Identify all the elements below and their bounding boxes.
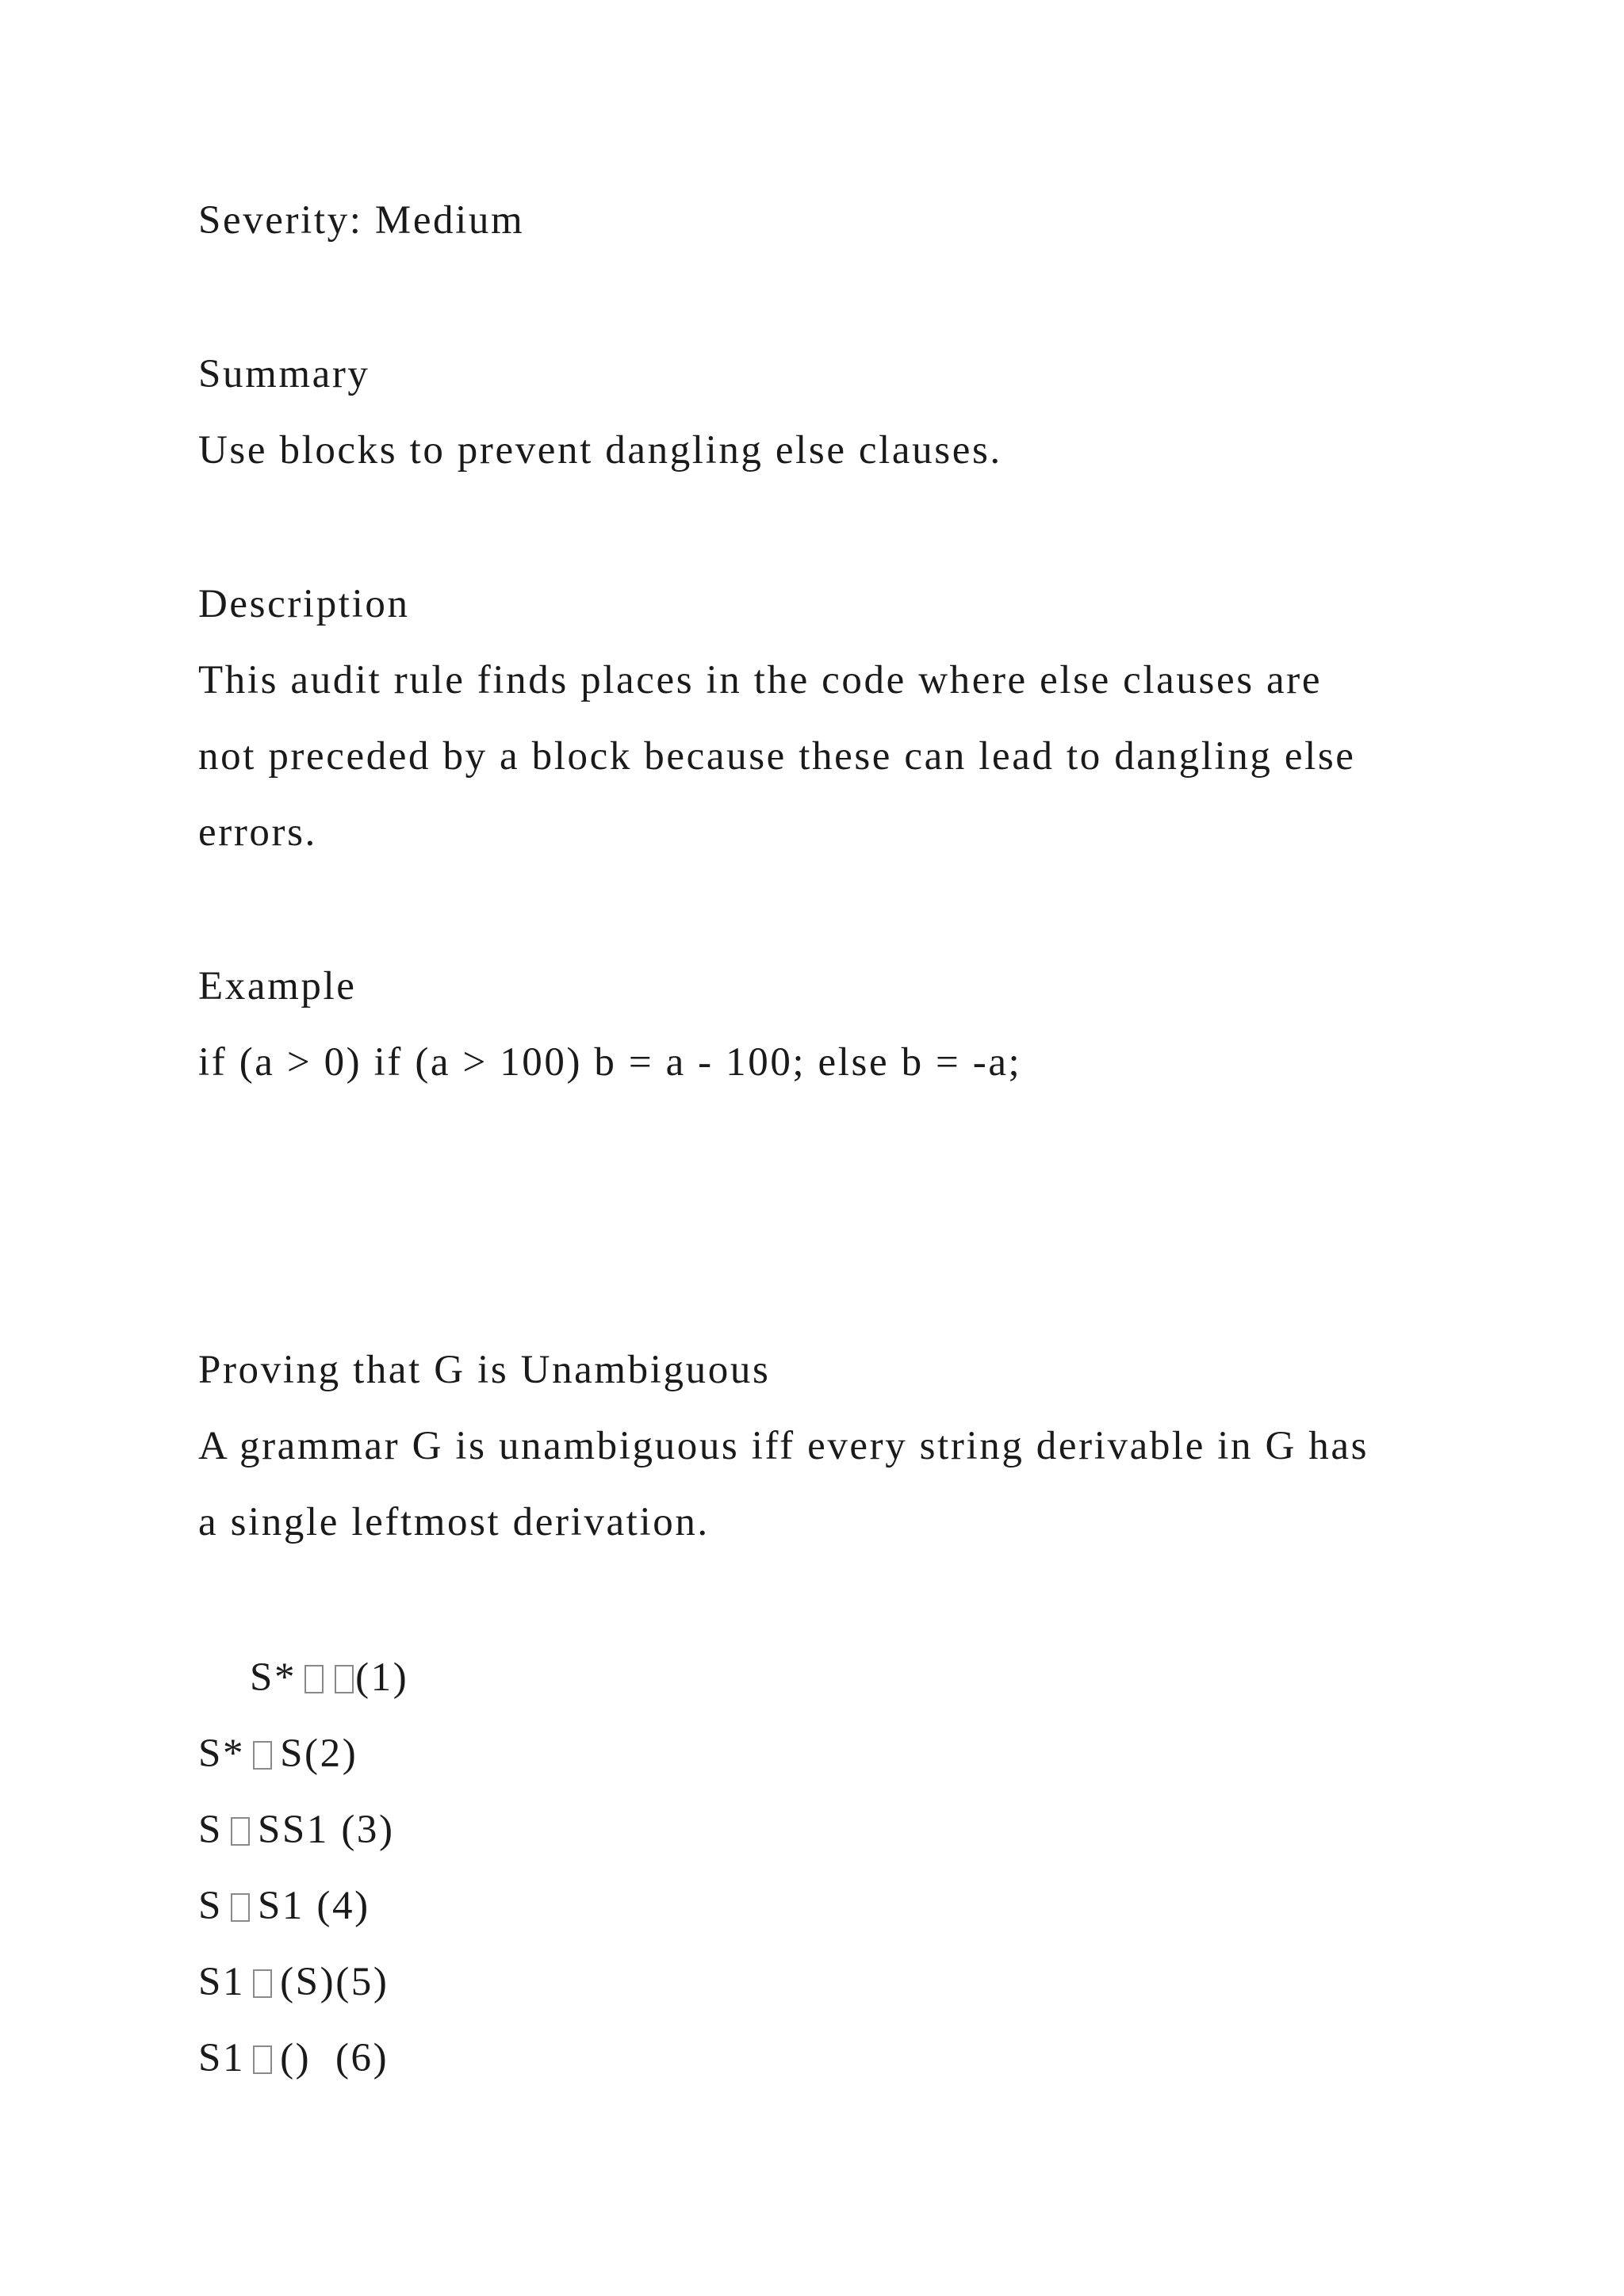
rule-rhs: () — [280, 2036, 312, 2080]
arrow-glyph-box-icon — [253, 1969, 272, 1998]
rule-number: (3) — [329, 1808, 395, 1852]
grammar-rule-1 — [250, 1654, 408, 1701]
rule-lhs: S — [198, 1808, 223, 1852]
example-code: if (a > 0) if (a > 100) b = a - 100; else b = -a; — [198, 1040, 1022, 1085]
grammar-rule-4 — [198, 1882, 370, 1930]
rule-number: (5) — [335, 1960, 389, 2004]
arrow-glyph-box-icon — [231, 1893, 250, 1922]
grammar-rule-3 — [198, 1806, 395, 1854]
arrow-glyph-box-icon — [231, 1817, 250, 1846]
rule-rhs: S1 — [257, 1884, 305, 1928]
description-line-3: errors. — [198, 810, 317, 855]
proof-heading: Proving that G is Unambiguous — [198, 1348, 771, 1392]
description-line-1: This audit rule finds places in the code where else clauses are — [198, 658, 1323, 702]
rule-lhs: S — [198, 1884, 223, 1928]
rule-number: (6) — [311, 2036, 389, 2080]
rule-rhs: S — [280, 1732, 305, 1776]
grammar-rule-2 — [198, 1730, 358, 1777]
rule-lhs: S1 — [198, 1960, 246, 2004]
rule-rhs: (S) — [280, 1960, 336, 2004]
description-line-2: not preceded by a block because these can lead to dangling else — [198, 734, 1356, 779]
rule-number: (4) — [304, 1884, 370, 1928]
grammar-rule-5 — [198, 1958, 389, 2006]
rule-lhs: S* — [250, 1655, 297, 1700]
example-heading: Example — [198, 964, 357, 1008]
rule-number: (2) — [304, 1732, 358, 1776]
summary-text: Use blocks to prevent dangling else clauses. — [198, 428, 1002, 473]
arrow-glyph-box-icon — [304, 1665, 324, 1693]
arrow-glyph-box-icon — [253, 1741, 272, 1770]
proof-line-1: A grammar G is unambiguous iff every string derivable in G has — [198, 1424, 1369, 1468]
summary-heading: Summary — [198, 352, 370, 396]
severity-line: Severity: Medium — [198, 198, 525, 243]
rule-lhs: S1 — [198, 2036, 246, 2080]
epsilon-glyph-box-icon — [335, 1665, 354, 1693]
rule-lhs: S* — [198, 1732, 246, 1776]
grammar-rule-6 — [198, 2034, 389, 2082]
rule-rhs: SS1 — [257, 1808, 329, 1852]
rule-number: (1) — [355, 1655, 409, 1700]
proof-line-2: a single leftmost derivation. — [198, 1500, 710, 1544]
arrow-glyph-box-icon — [253, 2045, 272, 2074]
description-heading: Description — [198, 582, 410, 626]
